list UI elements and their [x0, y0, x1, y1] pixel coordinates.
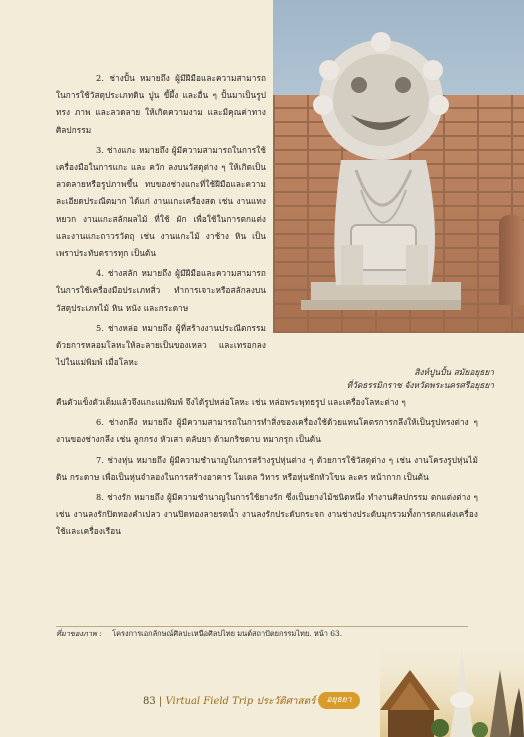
paragraph-item-3: 3. ช่างแกะ หมายถึง ผู้มีความสามารถในการใช้เครื่องมือในการแกะ และ ควัก ลงบนวัสดุต่าง ๆ ให้เกิดเป็นลวดลายหรือรูปภาพขึ้น ทบของช่างแกะที่ใช้ฝีมือและความละเอียดประณีตมาก ได้แก่ งานแกะเครื่องสด เช่น งานแทงหยวก งานแกะสลักผลไม้ ที่ใช้ ผัก เพื่อใช้ในการตกแต่ง และงานแกะถาวรวัตถุ เช่น งานแกะไม้ งาช้าง หิน เป็นเพราประทับตรารทุก เป็นต้น	[56, 144, 266, 259]
paragraph-item-7: 7. ช่างหุ่น หมายถึง ผู้มีความชำนาญในการสร้างรูปหุ่นต่าง ๆ ด้วยการใช้วัสดุต่าง ๆ เช่น งานโครงรูปหุ่นไม้ ดิน กระดาษ เพื่อเป็นหุ่นจำลองในการสร้างอาคาร โมเดล วิหาร หรือหุ่นชักหัวโขน ละคร หน้ากาก เป็นต้น	[56, 454, 478, 482]
photo-caption	[264, 366, 494, 392]
brick-pillar	[499, 215, 524, 305]
temple-illustration	[380, 640, 524, 737]
paragraph-item-6: 6. ช่างกลึง หมายถึง ผู้มีความสามารถในการทำสิ่งของเครื่องใช้ด้วยแทนโคตรการกลึงให้เป็นรูปทรงต่าง ๆ งานของช่างกลึง เช่น ลูกกรง หัวเสา ตลับยา ด้ามกริชดาบ หมากรุก เป็นต้น	[56, 417, 478, 445]
footer-title: Virtual Field Trip ประวัติศาสตร์	[165, 696, 316, 707]
body-text-column	[56, 70, 266, 374]
photo-caption-line2: ที่วัดธรรมิกราช จังหวัดพระนครศรีอยุธยา	[346, 380, 494, 390]
photo-caption-line1: สิงห์ปูนปั้น สมัยอยุธยา	[414, 367, 494, 377]
footnote-divider	[56, 626, 468, 627]
footer-badge: อยุธยา	[318, 692, 360, 709]
paragraph-item-5: 5. ช่างหล่อ หมายถึง ผู้ที่สร้างงานประณีตกรรมด้วยการหลอมโลหะให้ละลายเป็นของเหลว และเทรอกลงไปในแม่พิมพ์ เมื่อโลหะ	[56, 322, 266, 368]
paragraph-item-5-continued: คืนตัวแข็งตัวเต็มแล้วจึงแกะแม่พิมพ์ จึงได้รูปหล่อโลหะ เช่น หล่อพระพุทธรูป และเครื่องโลหะต่าง ๆ	[56, 397, 406, 407]
image-source-note	[56, 628, 468, 640]
paragraph-item-8: 8. ช่างรัก หมายถึง ผู้มีความชำนาญในการใช้ยางรัก ซึ่งเป็นยางไม้ชนิดหนึ่ง ทำงานศิลปกรรม ตกแต่งต่าง ๆ เช่น งานลงรักปิดทองคำเปลว งานปิดทองลายรดน้ำ งานลงรักประดับกระจก งานช่างประดับมุกรวมทั้งการตกแต่งเครื่องใช้และเครื่องเรือน	[56, 492, 478, 537]
footer-separator: |	[158, 696, 163, 707]
body-text-full	[56, 394, 478, 544]
paragraph-item-2: 2. ช่างปั้น หมายถึง ผู้มีฝีมือและความสามารถในการใช้วัสดุประเภทดิน ปูน ขี้ผึ้ง และอื่น ๆ ปั้นมาเป็นรูปทรง ภาพ และลวดลาย ให้เกิดความงาม และมีคุณค่าทางศิลปกรรม	[56, 73, 266, 135]
page-footer	[143, 694, 316, 709]
lion-statue-photo	[273, 0, 524, 333]
image-source-text: โครงการเอกลักษณ์ศิลปะเหนือศิลปไทย มนต์สถาปัตยกรรมไทย. หน้า 63.	[112, 629, 343, 638]
image-source-label: ที่มาของภาพ :	[56, 629, 102, 638]
lion-statue-figure	[301, 30, 461, 310]
page-number: 83	[143, 696, 156, 707]
paragraph-item-4: 4. ช่างสลัก หมายถึง ผู้มีฝีมือและความสามารถในการใช้เครื่องมือประเภทสิ่ว ทำการเจาะหรือสลักลงบนวัสดุประเภทไม้ หิน หนัง และกระดาษ	[56, 268, 266, 313]
